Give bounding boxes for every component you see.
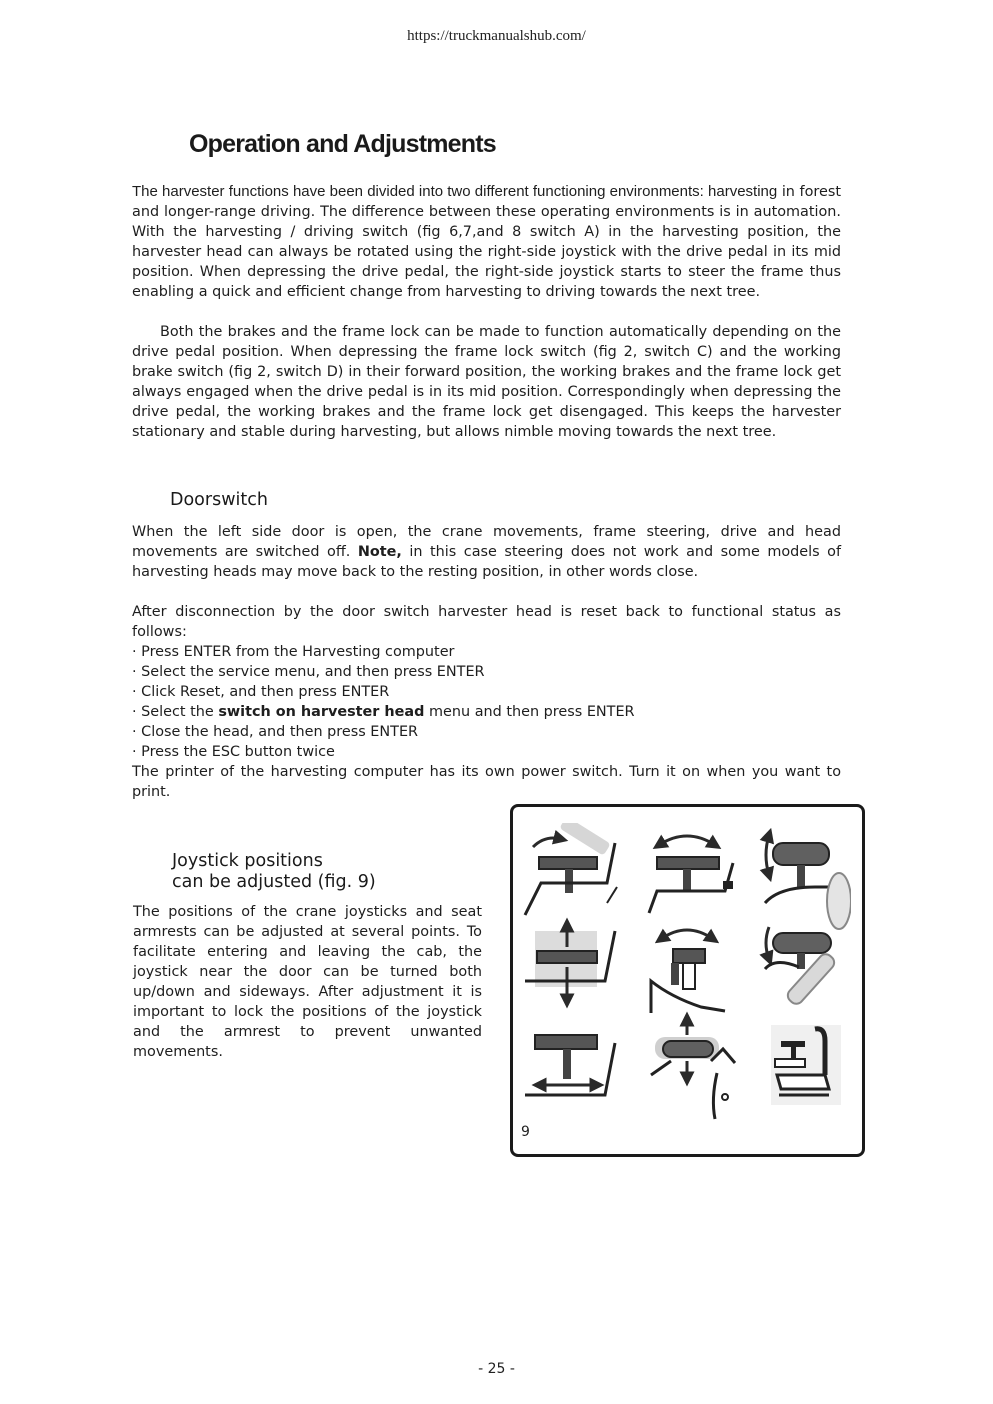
page-number: - 25 - — [478, 1361, 515, 1377]
doorswitch-para-end: in this case steering does not work and some models of harvesting heads may move back to the resting position, in other words close. — [132, 544, 842, 580]
header-url[interactable]: https://truckmanualshub.com/ — [407, 28, 586, 44]
joystick-paragraph: The positions of the crane joysticks and seat armrests can be adjusted at several points. To facilitate entering and leaving the cab, the joystick near the door can be turned both up/down and sideways. After adjustment it is important to lock the positions of the joystick and the armrest to prevent unwanted movements. — [133, 904, 482, 1060]
reset-step: · Press ENTER from the Harvesting computer — [132, 644, 455, 660]
armrest-rotate-icon — [765, 835, 851, 929]
armrest-updown-icon — [651, 1019, 735, 1119]
doorswitch-para-start: When the left side door is open, the crane movements, frame steering, drive and head movements are switched off. — [132, 524, 841, 560]
armrest-slide-icon — [525, 1035, 615, 1095]
joystick-heading-line2: can be adjusted (fig. 9) — [172, 872, 376, 892]
reset-procedure — [132, 602, 841, 802]
page-title: Operation and Adjustments — [189, 130, 496, 158]
joystick-adjustment-illustration — [521, 823, 851, 1121]
doorswitch-paragraph — [132, 522, 841, 582]
step4-bold: switch on harvester head — [218, 704, 425, 720]
reset-step: · Click Reset, and then press ENTER — [132, 684, 390, 700]
intro-first-line: The harvester functions have been divided into two different functioning environments: harvesting — [132, 183, 778, 200]
reset-step: · Press the ESC button twice — [132, 744, 335, 760]
intro-paragraph — [132, 182, 841, 302]
reset-step: · Close the head, and then press ENTER — [132, 724, 419, 740]
reset-step — [132, 702, 841, 722]
intro-rest: in forest and longer-range driving. The difference between these operating environments is in automation. With the harvesting / driving switch (fig 6,7,and 8 switch A) in the harvesting position, the harvester head can always be rotated using the right-side joystick with the drive pedal in its mid position. When depressing the drive pedal, the right-side joystick starts to steer the frame thus enabling a quick and efficient change from harvesting to driving towards the next tree. — [132, 184, 841, 300]
joystick-heading-line1: Joystick positions — [172, 851, 323, 871]
armrest-fold-icon — [765, 927, 837, 1007]
armrest-tilt-icon — [525, 823, 617, 915]
reset-step: · Select the service menu, and then press ENTER — [132, 664, 485, 680]
seat-icon — [771, 1025, 841, 1105]
printer-note: The printer of the harvesting computer has its own power switch. Turn it on when you want to print. — [132, 764, 841, 800]
figure-number: 9 — [521, 1124, 530, 1140]
note-label: Note, — [357, 544, 402, 560]
step4-pre: · Select the — [132, 704, 214, 720]
joystick-swivel-icon — [649, 836, 733, 913]
joystick-heading — [172, 851, 376, 893]
reset-steps-list — [132, 642, 841, 762]
joystick-height-icon — [525, 925, 615, 1001]
joystick-turn-icon — [651, 930, 725, 1013]
doorswitch-heading: Doorswitch — [170, 490, 268, 510]
reset-intro: After disconnection by the door switch harvester head is reset back to functional status as follows: — [132, 604, 841, 640]
brakes-paragraph: Both the brakes and the frame lock can be made to function automatically depending on the drive pedal position. When depressing the frame lock switch (fig 2, switch C) and the working brake switch (fig 2, switch D) in their forward position, the working brakes and the frame lock get always engaged when the drive pedal is in its mid position. Correspondingly when depressing the drive pedal, the working brakes and the frame lock get disengaged. This keeps the harvester stationary and stable during harvesting, but allows nimble moving towards the next tree. — [132, 324, 841, 440]
step4-post: menu and then press ENTER — [429, 704, 635, 720]
figure-9 — [510, 804, 865, 1157]
